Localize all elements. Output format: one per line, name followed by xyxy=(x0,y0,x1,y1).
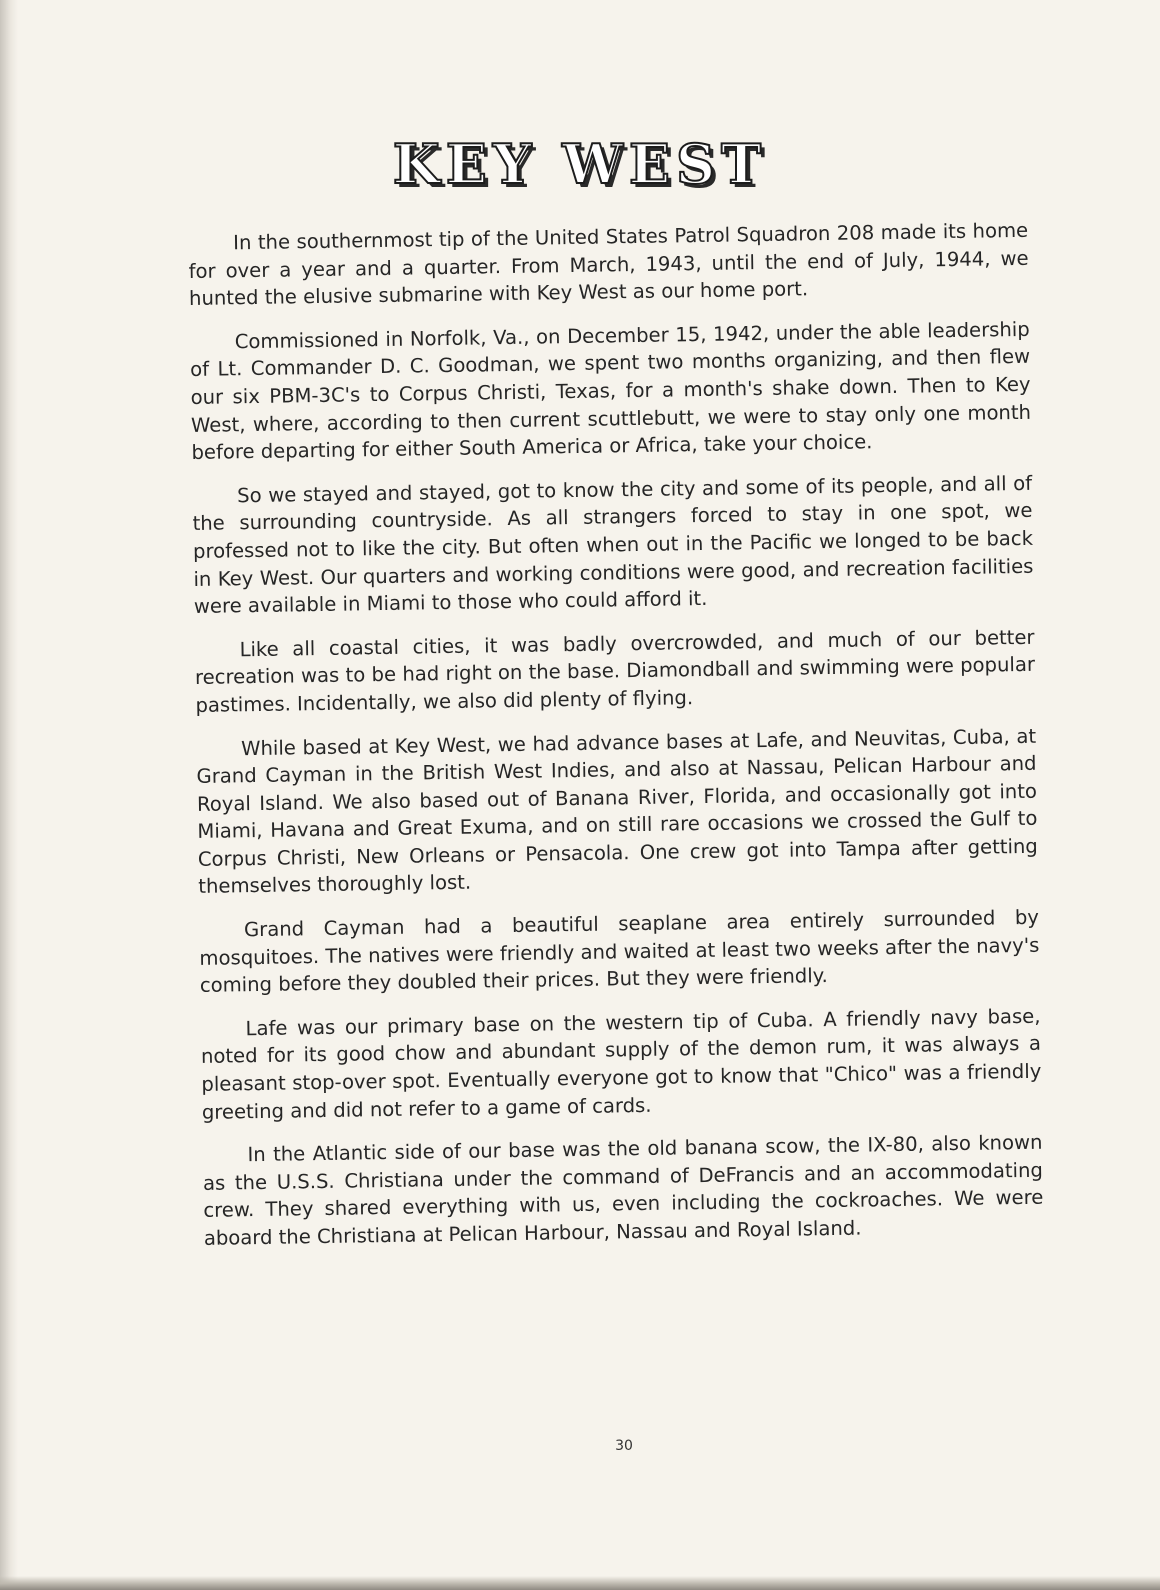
paragraph-1: In the southernmost tip of the United States Patrol Squadron 208 made its home for over a year and a quarter. From March, 1943, until the end of July, 1944, we hunted the elusive submarine with Key West as our home port. xyxy=(188,218,1029,311)
paragraph-6: Grand Cayman had a beautiful seaplane area entirely surrounded by mosquitoes. The natives were friendly and waited at least two weeks after the navy's coming before they doubled their prices. But they were friendly. xyxy=(199,905,1040,998)
article-body xyxy=(188,217,1044,1269)
scanner-edge xyxy=(0,1576,1160,1590)
page-title: KEY WEST xyxy=(392,132,768,196)
paragraph-5: While based at Key West, we had advance bases at Lafe, and Neuvitas, Cuba, at Grand Cayman in the British West Indies, and also at Nassau, Pelican Harbour and Royal Island. We also based out of Banana River, Florida, and occasionally got into Miami, Havana and Great Exuma, and on still rare occasions we crossed the Gulf to Corpus Christi, New Orleans or Pensacola. One crew got into Tampa after getting themselves thoroughly lost. xyxy=(196,724,1038,899)
binding-shadow xyxy=(0,0,18,1590)
paragraph-3: So we stayed and stayed, got to know the city and some of its people, and all of the surrounding countryside. As all strangers forced to stay in one spot, we professed not to like the city. But often when out in the Pacific we longed to be back in Key West. Our quarters and working conditions were good, and recreation facilities were available in Miami to those who could afford it. xyxy=(192,471,1034,619)
paragraph-7: Lafe was our primary base on the western tip of Cuba. A friendly navy base, noted for its good chow and abundant supply of the demon rum, it was always a pleasant stop-over spot. Eventually everyone got to know that "Chico" was a friendly greeting and did not refer to a game of cards. xyxy=(200,1004,1042,1124)
paragraph-2: Commissioned in Norfolk, Va., on December 15, 1942, under the able leadership of Lt. Commander D. C. Goodman, we spent two months organizing, and then flew our six PBM-3C's to Corpus Christi, Texas, for a month's shake down. Then to Key West, where, according to then current scuttlebutt, we were to stay only one month before departing for either South America or Africa, take your choice. xyxy=(190,317,1032,465)
paragraph-4: Like all coastal cities, it was badly overcrowded, and much of our better recreation was to be had right on the base. Diamondball and swimming were popular pastimes. Incidentally, we also did plenty of flying. xyxy=(194,625,1036,717)
paragraph-8: In the Atlantic side of our base was the old banana scow, the IX-80, also known as the U.S.S. Christiana under the command of DeFrancis and an accommodating crew. They shared everything with us, even including the cockroaches. We were aboard the Christiana at Pelican Harbour, Nassau and Royal Island. xyxy=(202,1130,1044,1250)
page-number: 30 xyxy=(615,1438,633,1454)
